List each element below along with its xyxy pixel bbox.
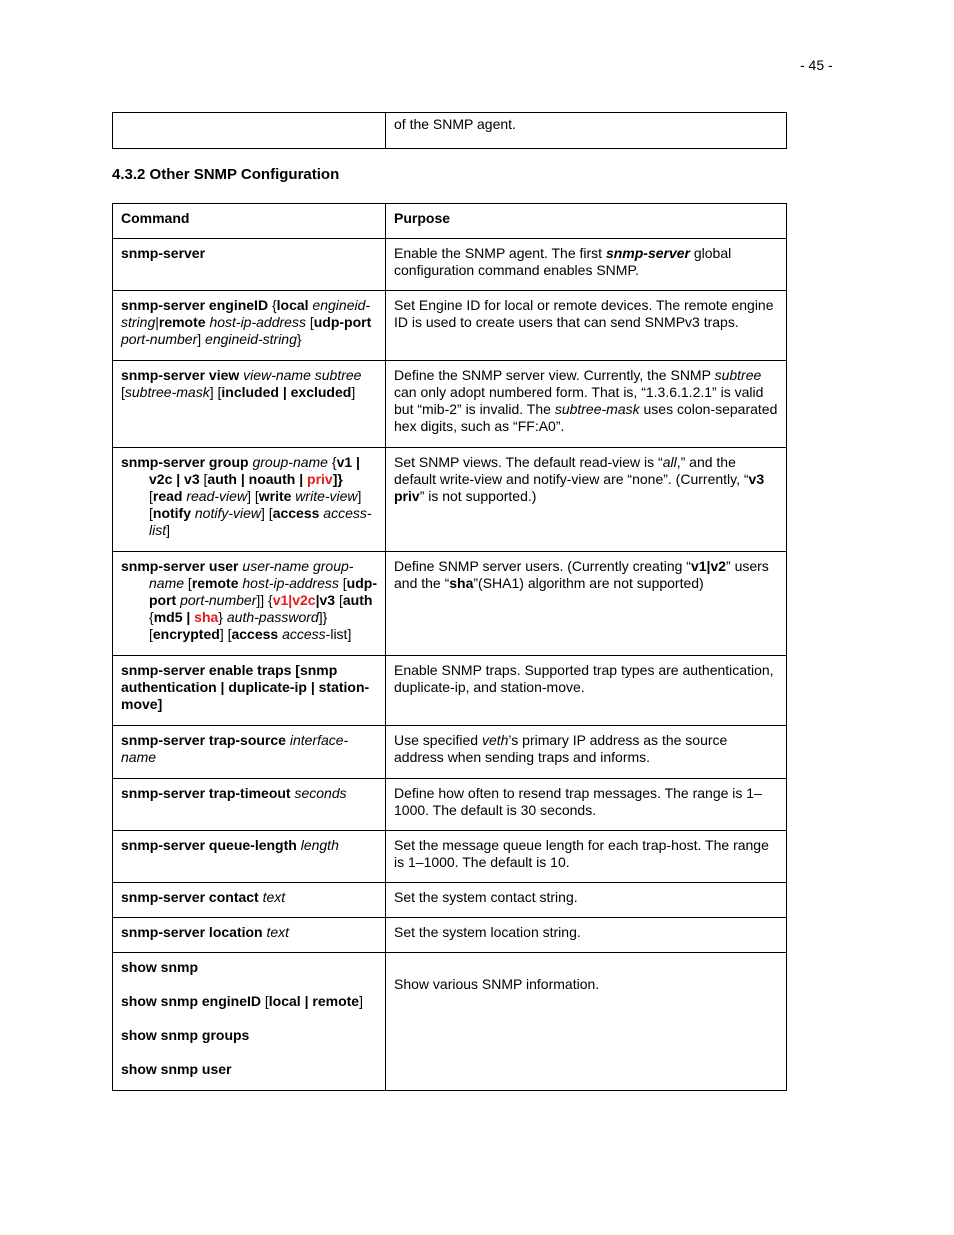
command-cell [113, 448, 386, 552]
command-keyword: udp-port [149, 575, 377, 608]
command-argument: write-view [291, 488, 358, 504]
command-argument: group-name [248, 454, 328, 470]
command-syntax: [ [149, 488, 153, 504]
command-syntax: } [296, 331, 302, 347]
command-keyword: remote [158, 314, 206, 330]
purpose-text: ,” and the default write-view and notify-view are “none”. (Currently, “ [394, 454, 749, 487]
table-row [113, 953, 787, 1091]
command-argument: engineid-string [205, 331, 297, 347]
command-text: snmp-server enable traps [snmp authentication | duplicate-ip | station-move] [121, 662, 370, 712]
command-syntax: | [155, 314, 159, 330]
command-argument: host-ip-address [238, 575, 339, 591]
command-syntax: ] [ [219, 626, 232, 642]
purpose-text: Define SNMP server users. (Currently creating “ [394, 558, 691, 574]
purpose-cell [386, 552, 787, 656]
table-header-row [113, 204, 787, 239]
command-column-header: Command [113, 204, 386, 239]
command-syntax: ] [166, 522, 171, 538]
command-keyword: auth | noauth | [207, 471, 308, 487]
command-keyword: local | remote [268, 993, 360, 1009]
command-text: snmp-server [121, 245, 206, 261]
command-keyword: read [152, 488, 183, 504]
command-syntax: [ [261, 993, 269, 1009]
command-syntax: ] [359, 993, 363, 1009]
command-syntax: [ [199, 471, 208, 487]
command-line [121, 959, 377, 976]
purpose-cell [386, 953, 787, 1091]
table-row [113, 779, 787, 831]
command-keyword: local [276, 297, 309, 313]
command-syntax: [ [335, 592, 343, 608]
table-row [113, 656, 787, 726]
command-keyword: udp-port [313, 314, 372, 330]
command-syntax: } [218, 609, 227, 625]
command-syntax: [ [338, 575, 347, 591]
command-argument: text [262, 924, 290, 940]
command-keyword: snmp-server group [121, 454, 249, 470]
purpose-cell: Set the system contact string. [386, 883, 787, 918]
table-row [113, 448, 787, 552]
purpose-emphasis: subtree [714, 367, 762, 383]
purpose-cell: Set the system location string. [386, 918, 787, 953]
command-argument: interface-name [121, 732, 349, 765]
command-argument: user-name group-name [149, 558, 354, 591]
table-row [113, 239, 787, 291]
purpose-column-header: Purpose [386, 204, 787, 239]
command-argument: seconds [290, 785, 347, 801]
command-argument: port-number [176, 592, 257, 608]
purpose-bold: v3 priv [394, 471, 765, 504]
purpose-text: global configuration command enables SNMP. [394, 245, 732, 278]
purpose-text: uses colon-separated hex digits, such as “FF:A0”. [394, 401, 778, 434]
purpose-text: can only adopt numbered form. That is, “1.3.6.1.2.1” is valid but “mib-2” is invalid. The [394, 384, 764, 417]
purpose-bold: v1|v2 [690, 558, 727, 574]
command-cell [113, 953, 386, 1091]
command-keyword: show snmp groups [121, 1027, 250, 1043]
command-syntax: { [268, 297, 277, 313]
command-argument: access [278, 626, 326, 642]
command-syntax: ] [ [247, 488, 259, 504]
command-syntax: ] [ [261, 505, 273, 521]
command-cell [113, 726, 386, 779]
command-line [121, 1027, 377, 1044]
command-syntax: ]] { [256, 592, 273, 608]
command-keyword: access [272, 505, 320, 521]
command-argument: engineid-string [121, 297, 371, 330]
purpose-emphasis: veth [481, 732, 509, 748]
command-keyword: access [231, 626, 279, 642]
table-row [113, 918, 787, 953]
purpose-emphasis: snmp-server [605, 245, 690, 261]
purpose-bold: sha [449, 575, 474, 591]
command-argument: subtree-mask [124, 384, 210, 400]
command-keyword: md5 | [153, 609, 195, 625]
section-heading: 4.3.2 Other SNMP Configuration [112, 166, 340, 183]
purpose-cell [386, 726, 787, 779]
command-keyword: v1 | v2c | v3 [149, 454, 360, 487]
purpose-text: Enable the SNMP agent. The first [394, 245, 606, 261]
command-argument: port-number [121, 331, 198, 347]
command-block [121, 454, 377, 539]
command-syntax: -list] [325, 626, 352, 642]
command-syntax: [ [184, 575, 192, 591]
command-argument: notify-view [191, 505, 262, 521]
purpose-cell [386, 448, 787, 552]
command-syntax: ] [351, 384, 356, 400]
command-cell [113, 918, 386, 953]
table-row [113, 831, 787, 883]
command-keyword: included | excluded [221, 384, 352, 400]
command-cell [113, 113, 386, 149]
purpose-text: ” users and the “ [394, 558, 769, 591]
command-keyword: snmp-server trap-source [121, 732, 286, 748]
command-keyword: auth [342, 592, 373, 608]
table-row [113, 726, 787, 779]
command-cell [113, 552, 386, 656]
command-cell [113, 883, 386, 918]
command-cell [113, 361, 386, 448]
command-syntax: { [149, 609, 154, 625]
command-argument: length [296, 837, 339, 853]
command-keyword: show snmp user [121, 1061, 232, 1077]
command-line [121, 993, 377, 1010]
purpose-text: ’s primary IP address as the source address when sending traps and informs. [394, 732, 728, 765]
purpose-text: Use specified [394, 732, 482, 748]
purpose-text: ” is not supported.) [419, 488, 537, 504]
command-line [121, 1061, 377, 1078]
command-keyword: ]} [332, 471, 343, 487]
command-keyword: snmp-server queue-length [121, 837, 297, 853]
purpose-emphasis: subtree-mask [554, 401, 640, 417]
purpose-cell: Enable SNMP traps. Supported trap types are authentication, duplicate-ip, and station-move. [386, 656, 787, 726]
command-keyword: encrypted [152, 626, 220, 642]
command-keyword: snmp-server location [121, 924, 263, 940]
command-syntax: ] [ [209, 384, 222, 400]
command-keyword: snmp-server engineID [121, 297, 269, 313]
purpose-cell: Define how often to resend trap messages. The range is 1–1000. The default is 30 seconds. [386, 779, 787, 831]
purpose-cell: of the SNMP agent. [386, 113, 787, 149]
command-argument: text [258, 889, 286, 905]
table-row [113, 361, 787, 448]
command-cell [113, 779, 386, 831]
purpose-cell [386, 361, 787, 448]
command-block [121, 558, 377, 643]
command-keyword: notify [152, 505, 191, 521]
snmp-commands-table [112, 203, 787, 1091]
command-keyword: write [258, 488, 292, 504]
purpose-text: Show various SNMP information. [394, 976, 600, 992]
purpose-text: Set SNMP views. The default read-view is “ [394, 454, 663, 470]
command-syntax: ]} [ [149, 609, 328, 642]
command-argument: view-name subtree [239, 367, 362, 383]
purpose-text: ”(SHA1) algorithm are not supported) [473, 575, 704, 591]
command-cell [113, 239, 386, 291]
command-syntax: { [327, 454, 337, 470]
command-argument: auth-password [226, 609, 319, 625]
page-number: - 45 - [800, 57, 833, 73]
command-keyword: snmp-server trap-timeout [121, 785, 291, 801]
command-keyword: snmp-server view [121, 367, 240, 383]
command-syntax: ] [197, 331, 206, 347]
table-row [113, 291, 787, 361]
table-row [113, 113, 787, 149]
command-argument: read-view [182, 488, 248, 504]
continued-table [112, 112, 787, 149]
command-keyword: | [315, 592, 320, 608]
command-keyword: remote [191, 575, 239, 591]
unsupported-keyword: priv [307, 471, 333, 487]
unsupported-keyword: v1|v2c [272, 592, 316, 608]
command-syntax: [ [305, 314, 314, 330]
command-keyword: show snmp [121, 959, 199, 975]
purpose-cell: Set the message queue length for each trap-host. The range is 1–1000. The default is 10. [386, 831, 787, 883]
command-syntax: [ [121, 384, 125, 400]
command-keyword: snmp-server user [121, 558, 239, 574]
purpose-emphasis: all [662, 454, 677, 470]
command-argument: access-list [149, 505, 372, 538]
purpose-text: Define the SNMP server view. Currently, the SNMP [394, 367, 715, 383]
command-keyword: v3 [319, 592, 336, 608]
command-keyword: show snmp engineID [121, 993, 262, 1009]
purpose-cell [386, 239, 787, 291]
command-cell [113, 656, 386, 726]
purpose-cell: Set Engine ID for local or remote devices. The remote engine ID is used to create users that can send SNMPv3 traps. [386, 291, 787, 361]
table-row [113, 552, 787, 656]
command-keyword: snmp-server contact [121, 889, 259, 905]
command-cell [113, 291, 386, 361]
unsupported-keyword: sha [194, 609, 219, 625]
command-syntax: ] [ [149, 488, 362, 521]
table-row [113, 883, 787, 918]
command-cell [113, 831, 386, 883]
command-argument: host-ip-address [205, 314, 306, 330]
